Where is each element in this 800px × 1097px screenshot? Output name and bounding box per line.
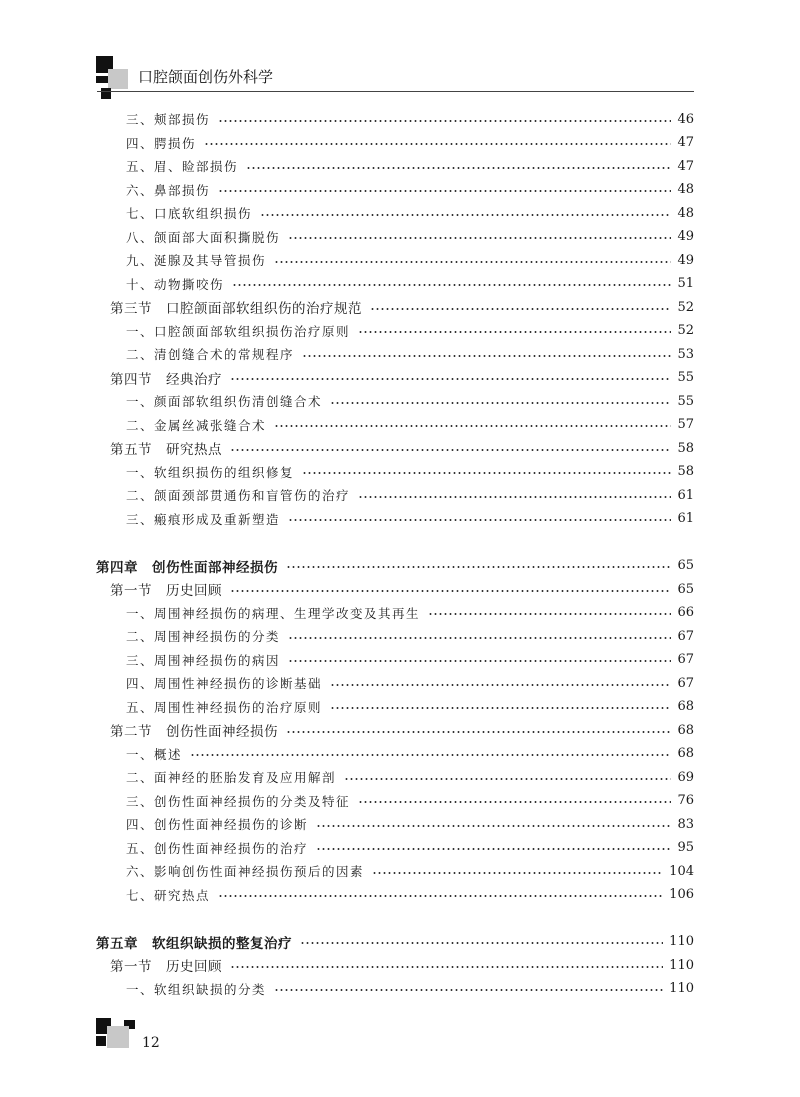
toc-entry-page: 65 [677,581,694,597]
toc-entry[interactable] [96,931,694,953]
toc-entry-title: 第四章 创伤性面部神经损伤 [96,559,278,576]
header-decor-block-4 [101,88,111,99]
toc-entry-title: 五、周围性神经损伤的治疗原则 [126,699,323,715]
toc-entry-title: 第四节 经典治疗 [110,371,222,388]
toc-entry-title: 七、口底软组织损伤 [126,206,253,221]
toc-entry[interactable] [126,390,694,412]
toc-entry-page: 58 [677,464,694,479]
toc-entry-title: 一、软组织缺损的分类 [126,981,267,997]
toc-entry-title: 二、周围神经损伤的分类 [126,629,281,644]
toc-entry-title: 六、影响创伤性面神经损伤预后的因素 [126,864,365,879]
toc-entry-title: 第五节 研究热点 [110,442,222,458]
toc-entry-page: 110 [669,934,694,949]
toc-entry-page: 47 [677,158,694,174]
toc-leader-dots [370,307,671,311]
footer-decor-block-4 [96,1036,106,1046]
toc-entry[interactable] [110,437,694,459]
toc-entry-page: 68 [677,746,694,761]
toc-leader-dots [260,213,671,217]
toc-leader-dots [286,730,671,734]
toc-leader-dots [274,424,671,428]
toc-entry-page: 49 [677,229,694,244]
toc-entry-page: 67 [677,652,694,667]
header-rule [97,91,694,92]
toc-entry[interactable] [126,484,694,506]
toc-entry-title: 一、周围神经损伤的病理、生理学改变及其再生 [126,605,421,621]
toc-entry-page: 110 [669,957,694,973]
toc-entry-title: 五、创伤性面神经损伤的治疗 [126,840,309,856]
toc-entry-title: 九、涎腺及其导管损伤 [126,253,267,268]
toc-entry-title: 二、清创缝合术的常规程序 [126,347,295,362]
toc-leader-dots [358,330,671,334]
toc-entry[interactable] [126,649,694,671]
toc-leader-dots [302,354,671,358]
toc-entry-title: 第一节 历史回顾 [110,959,222,975]
toc-entry[interactable] [126,320,694,342]
toc-entry-page: 53 [677,346,694,362]
toc-entry-title: 三、创伤性面神经损伤的分类及特征 [126,793,351,809]
toc-entry-page: 58 [677,440,694,456]
toc-entry-page: 47 [677,135,694,150]
toc-entry[interactable] [126,602,694,624]
toc-entry[interactable] [110,578,694,600]
toc-entry[interactable] [110,954,694,976]
toc-entry[interactable] [126,226,694,248]
toc-entry[interactable] [126,249,694,271]
toc-entry-title: 二、面神经的胚胎发育及应用解剖 [126,770,337,785]
toc-entry-title: 三、周围神经损伤的病因 [126,652,281,668]
toc-entry-page: 55 [677,370,694,385]
toc-entry-page: 49 [677,252,694,268]
toc-entry-page: 76 [677,793,694,808]
toc-leader-dots [246,166,671,170]
toc-entry-title: 一、软组织损伤的组织修复 [126,464,295,480]
toc-leader-dots [316,824,671,828]
toc-entry-title: 二、金属丝减张缝合术 [126,417,267,433]
toc-entry[interactable] [126,108,694,130]
toc-entry-page: 104 [669,863,694,879]
toc-leader-dots [190,753,671,757]
toc-leader-dots [300,941,663,945]
header-decor-block-2 [108,69,128,89]
toc-leader-dots [288,659,671,663]
toc-leader-dots [330,401,671,405]
toc-entry-page: 61 [677,511,694,526]
header-book-title: 口腔颌面创伤外科学 [138,68,274,86]
toc-entry-page: 52 [677,323,694,338]
toc-leader-dots [344,777,671,781]
toc-entry[interactable] [110,367,694,389]
toc-leader-dots [428,612,671,616]
toc-entry-page: 68 [677,722,694,738]
toc-entry-title: 一、概述 [126,746,183,762]
toc-entry[interactable] [126,155,694,177]
toc-entry-title: 五、眉、睑部损伤 [126,159,239,174]
toc-entry-page: 46 [677,111,694,127]
toc-entry-title: 第三节 口腔颌面部软组织伤的治疗规范 [110,301,362,317]
toc-leader-dots [288,636,671,640]
toc-entry[interactable] [126,273,694,295]
toc-entry[interactable] [126,179,694,201]
toc-entry[interactable] [126,978,694,1000]
toc-entry-title: 六、鼻部损伤 [126,182,211,198]
toc-entry[interactable] [126,837,694,859]
toc-leader-dots [288,518,671,522]
toc-entry[interactable] [126,343,694,365]
header-decor-block-3 [96,76,108,83]
toc-entry-title: 一、口腔颌面部软组织损伤治疗原则 [126,323,351,339]
toc-entry-page: 61 [677,487,694,503]
toc-entry[interactable] [126,860,694,882]
toc-entry-page: 48 [677,205,694,221]
toc-entry-page: 69 [677,769,694,785]
toc-entry-title: 七、研究热点 [126,887,211,903]
toc-entry-page: 48 [677,182,694,197]
toc-entry-page: 68 [677,699,694,714]
toc-entry-title: 第一节 历史回顾 [110,583,222,599]
toc-entry-title: 八、颌面部大面积撕脱伤 [126,229,281,245]
toc-leader-dots [302,471,671,475]
toc-entry[interactable] [110,296,694,318]
toc-entry[interactable] [126,202,694,224]
footer-decor-block-3 [107,1026,129,1048]
toc-leader-dots [218,894,663,898]
toc-leader-dots [288,236,671,240]
toc-leader-dots [372,871,663,875]
toc-entry[interactable] [126,743,694,765]
toc-entry-page: 65 [677,558,694,573]
toc-entry-page: 67 [677,628,694,644]
toc-entry[interactable] [110,719,694,741]
toc-entry-page: 55 [677,393,694,409]
toc-entry-title: 十、动物撕咬伤 [126,276,225,292]
toc-entry[interactable] [126,414,694,436]
toc-entry[interactable] [126,508,694,530]
toc-entry-title: 二、颌面颈部贯通伤和盲管伤的治疗 [126,488,351,503]
toc-entry-page: 106 [669,887,694,902]
toc-leader-dots [274,260,671,264]
toc-entry-title: 三、颊部损伤 [126,112,211,127]
toc-entry-title: 四、腭损伤 [126,135,197,151]
toc-entry-title: 第二节 创伤性面神经损伤 [110,724,278,740]
toc-entry[interactable] [126,696,694,718]
toc-entry[interactable] [126,625,694,647]
toc-entry-page: 67 [677,675,694,691]
toc-leader-dots [274,988,663,992]
toc-leader-dots [358,800,671,804]
toc-leader-dots [330,706,671,710]
toc-leader-dots [232,283,671,287]
toc-entry-page: 83 [677,816,694,832]
toc-leader-dots [218,119,671,123]
toc-leader-dots [230,377,671,381]
toc-entry-page: 51 [677,276,694,291]
toc-entry[interactable] [126,461,694,483]
toc-entry-page: 95 [677,840,694,855]
toc-leader-dots [286,565,671,569]
toc-leader-dots [230,589,671,593]
toc-leader-dots [218,189,671,193]
toc-entry[interactable] [126,884,694,906]
toc-entry[interactable] [126,672,694,694]
toc-entry-page: 110 [669,981,694,996]
toc-entry-title: 第五章 软组织缺损的整复治疗 [96,935,292,952]
toc-entry-title: 三、瘢痕形成及重新塑造 [126,511,281,527]
toc-entry[interactable] [126,766,694,788]
toc-entry[interactable] [96,555,694,577]
toc-entry-title: 一、颜面部软组织伤清创缝合术 [126,394,323,409]
toc-leader-dots [204,142,671,146]
toc-entry-title: 四、周围性神经损伤的诊断基础 [126,676,323,691]
toc-leader-dots [316,847,671,851]
toc-entry-page: 52 [677,299,694,315]
page-number: 12 [142,1035,160,1051]
toc-leader-dots [358,495,671,499]
toc-entry-page: 66 [677,605,694,620]
toc-entry[interactable] [126,790,694,812]
toc-leader-dots [230,448,671,452]
toc-entry[interactable] [126,132,694,154]
toc-leader-dots [330,683,671,687]
toc-entry-page: 57 [677,417,694,432]
toc-entry-title: 四、创伤性面神经损伤的诊断 [126,817,309,832]
toc-entry[interactable] [126,813,694,835]
toc-leader-dots [230,965,663,969]
